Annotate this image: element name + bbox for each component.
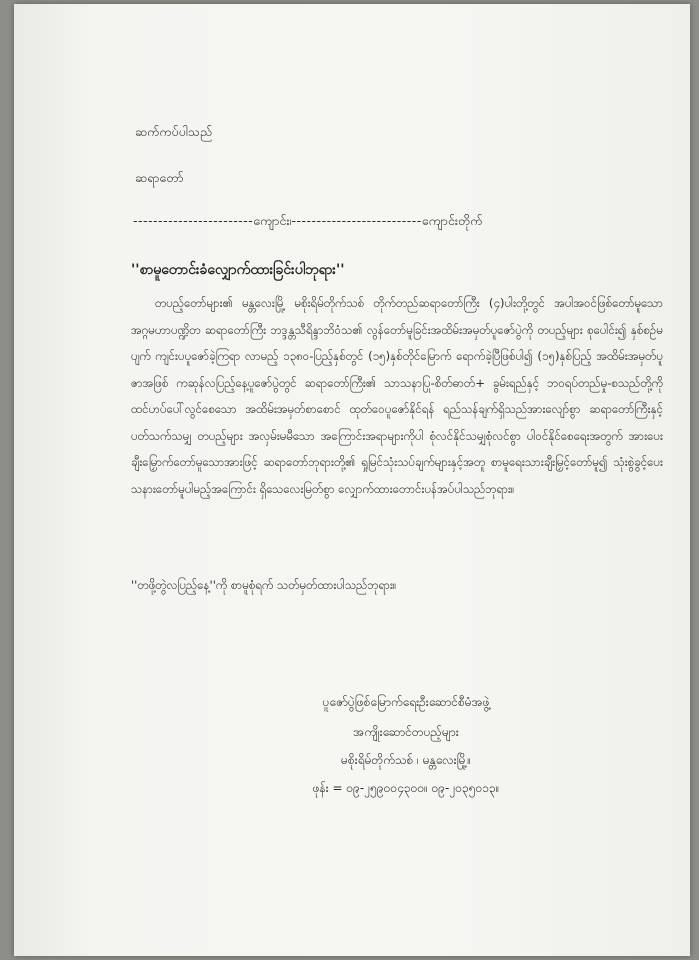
salutation-line-2: ဆရာတော် <box>135 170 184 185</box>
body-paragraph <box>131 290 663 502</box>
signature-committee: ပူဇော်ပွဲဖြစ်မြောက်ရေးဦးဆောင်စီမံအဖွဲ့ <box>322 695 490 709</box>
subject-title: ''စာမူတောင်းခံလျှောက်ထားခြင်းပါဘုရား'' <box>131 262 345 278</box>
address-line <box>133 210 482 232</box>
deadline-note: ''တဖို့တွဲလပြည့်နေ့''ကို စာမူစုံရက် သတ်မှတ်ထားပါသည်ဘုရား။ <box>131 578 397 592</box>
monastery-label: ကျောင်းတိုက် <box>421 213 483 228</box>
school-label: ကျောင်း၊ <box>253 213 292 228</box>
body-paragraph-text: တပည့်တော်များ၏ မန္တလေးမြို့ မစိုးရိမ်တိုက်သစ် တိုက်တည်ဆရာတော်ကြီး (၄)ပါးတို့တွင် အပါအဝင်ဖြစ်တော်မူသော အဂ္ဂမဟာပဏ္ဍိတ ဆရာတော်ကြီး ဘဒ္ဒန္တသီရိန္ဒာဘိဝံသ၏ လွန်တော်မူခြင်းအထိမ်းအမှတ်ပူဇော်ပွဲကို တပည့်များ စုပေါင်း၍ နှစ်စဉ်မပျက် ကျင်းပပူဇော်ခဲ့ကြရာ လာမည့် ၁၃၈၀-ပြည့်နှစ်တွင် (၁၅)နှစ်တိုင်မြောက် ရောက်ခဲ့ပြီဖြစ်ပါ၍ (၁၅)နှစ်ပြည့် အထိမ်းအမှတ်ပူဇာအဖြစ် ကဆုန်လပြည့်နေ့ပူဇော်ပွဲတွင် ဆရာတော်ကြီး၏ သာသနာပြု-စိတ်ဓာတ်+ ခွမ်းရည်နှင့် ဘဝရပ်တည်မှု-စသည်တို့ကို ထင်ဟပ်ပေါ်လွင်စေသော အထိမ်းအမှတ်စာစောင် ထုတ်ဝေပူဇော်နိုင်ရန် ရည်သန်ချက်ရှိသည်အားလျော်စွာ ဆရာတော်ကြီးနှင့်ပတ်သက်သမျှ တပည့်များ အလှမ်းမမီသော အကြောင်းအရာများကိုပါ စုံလင်နိုင်သမျှစုံလင်စွာ ပါဝင်နိုင်စေရေးအတွက် အားပေးချီးမြှောက်တော်မူသောအားဖြင့် ဆရာတော်ဘုရားတို့၏ ရှုမြင်သုံးသပ်ချက်များနှင့်အတူ စာမူရေးသားချီးမြှင့်တော်မူ၍ သုံးစွဲခွင့်ပေးသနားတော်မူပါမည့်အကြောင်း ရှိသေလေးမြတ်စွာ လျှောက်ထားတောင်းပန်အပ်ပါသည်ဘုရား။ <box>131 296 663 496</box>
signature-phone: ဖုန်း = ၀၉-၂၅၉၀၀၄၃၀၀။ ၀၉-၂၀၃၅၀၁၃။ <box>312 781 500 795</box>
address-dashes-2: -------------------------- <box>291 213 422 228</box>
address-dashes-1: ------------------------ <box>133 213 254 228</box>
signature-role: အကျိုးဆောင်တပည့်များ <box>353 725 459 739</box>
salutation-line-1: ဆက်ကပ်ပါသည် <box>135 124 213 139</box>
signature-location: မစိုးရိမ်တိုက်သစ် ၊ မန္တလေးမြို့။ <box>341 753 471 767</box>
document-page <box>14 4 690 956</box>
